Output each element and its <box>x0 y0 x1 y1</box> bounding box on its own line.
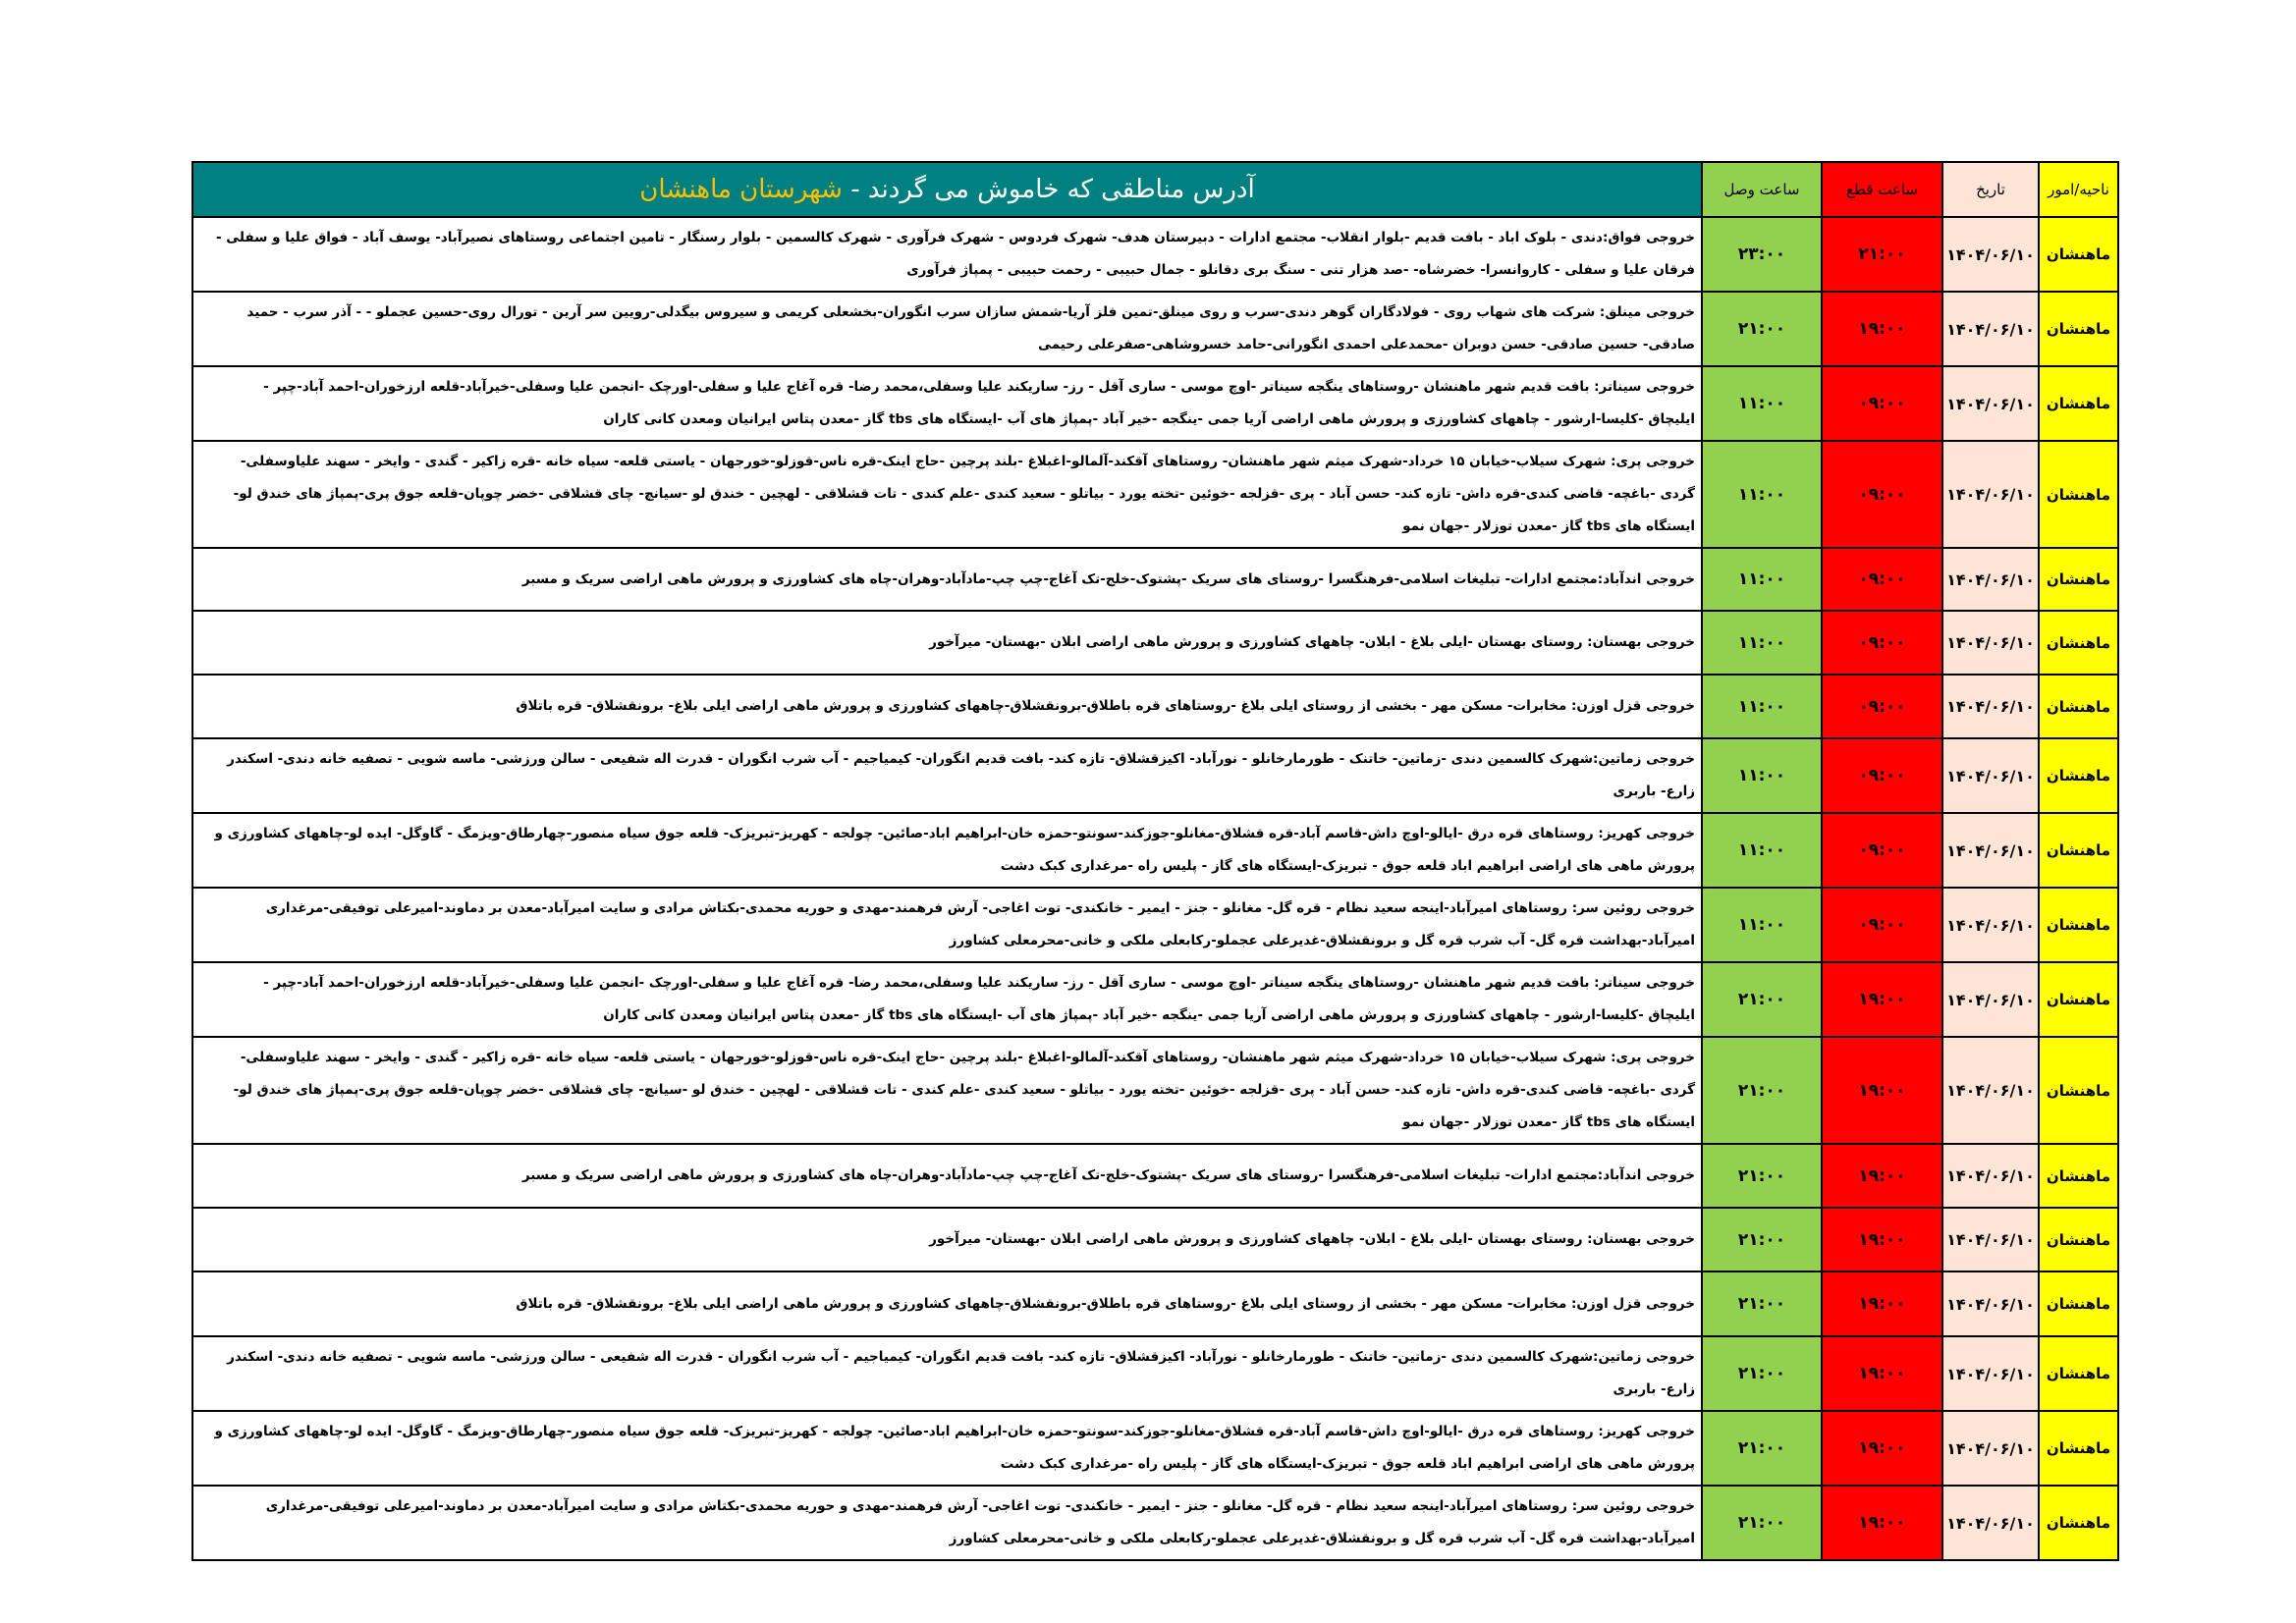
table-row <box>192 611 2118 675</box>
table-row <box>192 292 2118 366</box>
date-cell: ۱۴۰۴/۰۶/۱۰ <box>1942 962 2039 1037</box>
connect-time-cell: ۲۱:۰۰ <box>1702 292 1822 366</box>
cut-time-cell: ۱۹:۰۰ <box>1822 1411 1942 1486</box>
connect-time-cell: ۱۱:۰۰ <box>1702 888 1822 962</box>
connect-time-cell: ۲۱:۰۰ <box>1702 1208 1822 1271</box>
date-cell: ۱۴۰۴/۰۶/۱۰ <box>1942 738 2039 813</box>
region-cell: ماهنشان <box>2039 738 2118 813</box>
connect-time-cell: ۱۱:۰۰ <box>1702 813 1822 888</box>
address-cell: خروجی روئین سر: روستاهای امیرآباد-اینجه سعید نظام - قره گل- مغانلو - جنز - ایمیر - خانکندی- توت اغاجی- آرش فرهمند-مهدی و حوریه محمدی-بکتاش مرادی و سایت امیرآباد-معدن بر دماوند-امیرعلی توفیقی-مرغداری امیرآباد-بهداشت قره گل- آب شرب قره گل و برونقشلاق-غدیرعلی عجملو-رکابعلی ملکی و خانی-محرمعلی کشاورز <box>192 1486 1702 1560</box>
table-row <box>192 1486 2118 1560</box>
date-cell: ۱۴۰۴/۰۶/۱۰ <box>1942 813 2039 888</box>
header-connect-time: ساعت وصل <box>1702 162 1822 217</box>
table-row <box>192 441 2118 548</box>
date-cell: ۱۴۰۴/۰۶/۱۰ <box>1942 441 2039 548</box>
address-cell: خروجی بهستان: روستای بهستان -ایلی بلاغ - ابلان- چاههای کشاورزی و پرورش ماهی اراضی ابلان -بهستان- میرآخور <box>192 611 1702 675</box>
region-cell: ماهنشان <box>2039 441 2118 548</box>
region-cell: ماهنشان <box>2039 548 2118 611</box>
region-cell: ماهنشان <box>2039 962 2118 1037</box>
table-title <box>192 162 1702 217</box>
table-row <box>192 738 2118 813</box>
connect-time-cell: ۱۱:۰۰ <box>1702 366 1822 441</box>
cut-time-cell: ۱۹:۰۰ <box>1822 292 1942 366</box>
region-cell: ماهنشان <box>2039 366 2118 441</box>
connect-time-cell: ۱۱:۰۰ <box>1702 675 1822 738</box>
address-cell: خروجی سیناتر: بافت قدیم شهر ماهنشان -روستاهای ینگجه سیناتر -اوچ موسی - ساری آقل - رز- ساریکند علیا وسفلی،محمد رضا- قره آغاج علیا و سفلی-اورچک -انجمن علیا وسفلی-خیرآباد-قلعه ارزخوران-احمد آباد-چپر - ایلیچاق -کلیسا-ارشور - چاههای کشاورزی و پرورش ماهی اراضی آریا جمی -ینگجه -خیر آباد -پمپاژ های آب -ایستگاه های tbs گاز -معدن پتاس ایرانیان ومعدن کانی کاران <box>192 366 1702 441</box>
header-date: تاریخ <box>1942 162 2039 217</box>
address-cell: خروجی زماتین:شهرک کالسمین دندی -زماتین- خاتنک - طورمارخانلو - نورآباد- اکیزقشلاق- تازه کند- بافت قدیم انگوران- کیمیاجیم - آب شرب انگوران - قدرت اله شفیعی - سالن ورزشی- ماسه شویی - تصفیه خانه دندی- اسکندر زارع- باربری <box>192 738 1702 813</box>
connect-time-cell: ۱۱:۰۰ <box>1702 611 1822 675</box>
date-cell: ۱۴۰۴/۰۶/۱۰ <box>1942 292 2039 366</box>
address-cell: خروجی فواق:دندی - بلوک اباد - بافت قدیم -بلوار انقلاب- مجتمع ادارات - دبیرستان هدف- شهرک فردوس - شهرک فرآوری - شهرک کالسمین - بلوار رسنگار - تامین اجتماعی روستاهای نصیرآباد- یوسف آباد - فواق علیا و سفلی - فرقان علیا و سفلی - کاروانسرا- خضرشاه- -صد هزار تنی - سنگ بری دقانلو - جمال حبیبی - رحمت حبیبی - پمپاژ فرآوری <box>192 217 1702 292</box>
date-cell: ۱۴۰۴/۰۶/۱۰ <box>1942 1486 2039 1560</box>
connect-time-cell: ۲۱:۰۰ <box>1702 1037 1822 1144</box>
table-row <box>192 217 2118 292</box>
connect-time-cell: ۲۱:۰۰ <box>1702 1411 1822 1486</box>
cut-time-cell: ۰۹:۰۰ <box>1822 611 1942 675</box>
cut-time-cell: ۱۹:۰۰ <box>1822 1208 1942 1271</box>
cut-time-cell: ۱۹:۰۰ <box>1822 1144 1942 1208</box>
region-cell: ماهنشان <box>2039 888 2118 962</box>
header-region: ناحیه/امور <box>2039 162 2118 217</box>
address-cell: خروجی روئین سر: روستاهای امیرآباد-اینجه سعید نظام - قره گل- مغانلو - جنز - ایمیر - خانکندی- توت اغاجی- آرش فرهمند-مهدی و حوریه محمدی-بکتاش مرادی و سایت امیرآباد-معدن بر دماوند-امیرعلی توفیقی-مرغداری امیرآباد-بهداشت قره گل- آب شرب قره گل و برونقشلاق-غدیرعلی عجملو-رکابعلی ملکی و خانی-محرمعلی کشاورز <box>192 888 1702 962</box>
connect-time-cell: ۱۱:۰۰ <box>1702 738 1822 813</box>
date-cell: ۱۴۰۴/۰۶/۱۰ <box>1942 611 2039 675</box>
region-cell: ماهنشان <box>2039 1411 2118 1486</box>
cut-time-cell: ۱۹:۰۰ <box>1822 1486 1942 1560</box>
region-cell: ماهنشان <box>2039 1336 2118 1411</box>
table-row <box>192 1144 2118 1208</box>
date-cell: ۱۴۰۴/۰۶/۱۰ <box>1942 548 2039 611</box>
region-cell: ماهنشان <box>2039 1037 2118 1144</box>
cut-time-cell: ۰۹:۰۰ <box>1822 813 1942 888</box>
region-cell: ماهنشان <box>2039 1486 2118 1560</box>
region-cell: ماهنشان <box>2039 675 2118 738</box>
address-cell: خروجی بهستان: روستای بهستان -ایلی بلاغ - ابلان- چاههای کشاورزی و پرورش ماهی اراضی ابلان -بهستان- میرآخور <box>192 1208 1702 1271</box>
table-row <box>192 1208 2118 1271</box>
address-cell: خروجی قزل اوزن: مخابرات- مسکن مهر - بخشی از روستای ایلی بلاغ -روستاهای قره باطلاق-برونقشلاق-چاههای کشاورزی و پرورش ماهی اراضی ایلی بلاغ- برونقشلاق- قره باتلاق <box>192 1271 1702 1336</box>
address-cell: خروجی پری: شهرک سیلاب-خیابان ۱۵ خرداد-شهرک میثم شهر ماهنشان- روستاهای آقکند-آلمالو-اغبلاغ -بلند پرچین -حاج اینک-قره ناس-قوزلو-خورجهان - یاستی قلعه- سیاه خانه -قره زاکیر - گندی - وایخر - سهند علیاوسفلی- گردی -باغچه- قاضی کندی-قره داش- تازه کند- حسن آباد - پری -قزلجه -خوئین -تخته یورد - بیاتلو - سعید کندی -علم کندی - تات قشلاقی - لهچین - خندق لو -سیانچ- چای قشلاقی -خضر چوپان-قلعه جوق پری-پمپاژ های خندق لو-ایستگاه های tbs گاز -معدن توزلار -جهان نمو <box>192 1037 1702 1144</box>
region-cell: ماهنشان <box>2039 813 2118 888</box>
connect-time-cell: ۲۳:۰۰ <box>1702 217 1822 292</box>
date-cell: ۱۴۰۴/۰۶/۱۰ <box>1942 217 2039 292</box>
cut-time-cell: ۱۹:۰۰ <box>1822 962 1942 1037</box>
address-cell: خروجی قزل اوزن: مخابرات- مسکن مهر - بخشی از روستای ایلی بلاغ -روستاهای قره باطلاق-برونقشلاق-چاههای کشاورزی و پرورش ماهی اراضی ایلی بلاغ- برونقشلاق- قره باتلاق <box>192 675 1702 738</box>
address-cell: خروجی سیناتر: بافت قدیم شهر ماهنشان -روستاهای ینگجه سیناتر -اوچ موسی - ساری آقل - رز- ساریکند علیا وسفلی،محمد رضا- قره آغاج علیا و سفلی-اورچک -انجمن علیا وسفلی-خیرآباد-قلعه ارزخوران-احمد آباد-چپر - ایلیچاق -کلیسا-ارشور - چاههای کشاورزی و پرورش ماهی اراضی آریا جمی -ینگجه -خیر آباد -پمپاژ های آب -ایستگاه های tbs گاز -معدن پتاس ایرانیان ومعدن کانی کاران <box>192 962 1702 1037</box>
cut-time-cell: ۰۹:۰۰ <box>1822 366 1942 441</box>
address-cell: خروجی کهریز: روستاهای قره درق -ایالو-اوچ داش-قاسم آباد-قره قشلاق-مغانلو-جوزکند-سونتو-حمزه خان-ابراهیم اباد-صائین- چولجه - کهریز-تبریزک- قلعه جوق سیاه منصور-چهارطاق-ویزمگ - گاوگل- ایده لو-چاههای کشاورزی و پرورش ماهی های اراضی ابراهیم اباد قلعه جوق - تبریزک-ایستگاه های گاز - پلیس راه -مرغداری کبک دشت <box>192 1411 1702 1486</box>
date-cell: ۱۴۰۴/۰۶/۱۰ <box>1942 888 2039 962</box>
date-cell: ۱۴۰۴/۰۶/۱۰ <box>1942 1411 2039 1486</box>
connect-time-cell: ۱۱:۰۰ <box>1702 441 1822 548</box>
region-cell: ماهنشان <box>2039 1208 2118 1271</box>
date-cell: ۱۴۰۴/۰۶/۱۰ <box>1942 1336 2039 1411</box>
cut-time-cell: ۰۹:۰۰ <box>1822 675 1942 738</box>
table-row <box>192 1037 2118 1144</box>
outage-table <box>191 161 2119 1561</box>
header-cut-time: ساعت قطع <box>1822 162 1942 217</box>
region-cell: ماهنشان <box>2039 292 2118 366</box>
cut-time-cell: ۱۹:۰۰ <box>1822 1336 1942 1411</box>
connect-time-cell: ۱۱:۰۰ <box>1702 548 1822 611</box>
region-cell: ماهنشان <box>2039 611 2118 675</box>
connect-time-cell: ۲۱:۰۰ <box>1702 1144 1822 1208</box>
table-body <box>192 217 2118 1560</box>
address-cell: خروجی پری: شهرک سیلاب-خیابان ۱۵ خرداد-شهرک میثم شهر ماهنشان- روستاهای آقکند-آلمالو-اغبلاغ -بلند پرچین -حاج اینک-قره ناس-قوزلو-خورجهان - یاستی قلعه- سیاه خانه -قره زاکیر - گندی - وایخر - سهند علیاوسفلی- گردی -باغچه- قاضی کندی-قره داش- تازه کند- حسن آباد - پری -قزلجه -خوئین -تخته یورد - بیاتلو - سعید کندی -علم کندی - تات قشلاقی - لهچین - خندق لو -سیانچ- چای قشلاقی -خضر چوپان-قلعه جوق پری-پمپاژ های خندق لو-ایستگاه های tbs گاز -معدن توزلار -جهان نمو <box>192 441 1702 548</box>
date-cell: ۱۴۰۴/۰۶/۱۰ <box>1942 1037 2039 1144</box>
table-row <box>192 1411 2118 1486</box>
cut-time-cell: ۱۹:۰۰ <box>1822 1271 1942 1336</box>
table-row <box>192 1336 2118 1411</box>
connect-time-cell: ۲۱:۰۰ <box>1702 1486 1822 1560</box>
date-cell: ۱۴۰۴/۰۶/۱۰ <box>1942 1271 2039 1336</box>
cut-time-cell: ۰۹:۰۰ <box>1822 548 1942 611</box>
table-row <box>192 813 2118 888</box>
address-cell: خروجی کهریز: روستاهای قره درق -ایالو-اوچ داش-قاسم آباد-قره قشلاق-مغانلو-جوزکند-سونتو-حمزه خان-ابراهیم اباد-صائین- چولجه - کهریز-تبریزک- قلعه جوق سیاه منصور-چهارطاق-ویزمگ - گاوگل- ایده لو-چاههای کشاورزی و پرورش ماهی های اراضی ابراهیم اباد قلعه جوق - تبریزک-ایستگاه های گاز - پلیس راه -مرغداری کبک دشت <box>192 813 1702 888</box>
table-row <box>192 1271 2118 1336</box>
region-cell: ماهنشان <box>2039 1271 2118 1336</box>
cut-time-cell: ۰۹:۰۰ <box>1822 441 1942 548</box>
title-city: شهرستان ماهنشان <box>639 175 843 204</box>
header-row <box>192 162 2118 217</box>
table-row <box>192 962 2118 1037</box>
title-main: آدرس مناطقی که خاموش می گردند - <box>842 175 1255 204</box>
cut-time-cell: ۲۱:۰۰ <box>1822 217 1942 292</box>
connect-time-cell: ۲۱:۰۰ <box>1702 1336 1822 1411</box>
address-cell: خروجی اندآباد:مجتمع ادارات- تبلیغات اسلامی-فرهنگسرا -روستای های سریک -پشتوک-خلج-تک آغاج-چپ چپ-مادآباد-وهران-چاه های کشاورزی و پرورش ماهی اراضی سریک و مسبر <box>192 1144 1702 1208</box>
table-row <box>192 366 2118 441</box>
cut-time-cell: ۰۹:۰۰ <box>1822 888 1942 962</box>
region-cell: ماهنشان <box>2039 217 2118 292</box>
date-cell: ۱۴۰۴/۰۶/۱۰ <box>1942 1208 2039 1271</box>
date-cell: ۱۴۰۴/۰۶/۱۰ <box>1942 1144 2039 1208</box>
address-cell: خروجی زماتین:شهرک کالسمین دندی -زماتین- خاتنک - طورمارخانلو - نورآباد- اکیزقشلاق- تازه کند- بافت قدیم انگوران- کیمیاجیم - آب شرب انگوران - قدرت اله شفیعی - سالن ورزشی- ماسه شویی - تصفیه خانه دندی- اسکندر زارع- باربری <box>192 1336 1702 1411</box>
date-cell: ۱۴۰۴/۰۶/۱۰ <box>1942 675 2039 738</box>
connect-time-cell: ۲۱:۰۰ <box>1702 962 1822 1037</box>
connect-time-cell: ۲۱:۰۰ <box>1702 1271 1822 1336</box>
address-cell: خروجی مینلق: شرکت های شهاب روی - فولادگاران گوهر دندی-سرب و روی مینلق-تمین فلز آریا-شمش سازان سرب انگوران-بخشعلی کریمی و سیروس بیگدلی-رویین سر آرین - تورال روی-حسین عجملو - - آذر سرب - حمید صادقی- حسین صادقی- حسن دوبران -محمدعلی احمدی انگورانی-حامد خسروشاهی-صفرعلی رحیمی <box>192 292 1702 366</box>
table-row <box>192 888 2118 962</box>
date-cell: ۱۴۰۴/۰۶/۱۰ <box>1942 366 2039 441</box>
table-row <box>192 675 2118 738</box>
address-cell: خروجی اندآباد:مجتمع ادارات- تبلیغات اسلامی-فرهنگسرا -روستای های سریک -پشتوک-خلج-تک آغاج-چپ چپ-مادآباد-وهران-چاه های کشاورزی و پرورش ماهی اراضی سریک و مسبر <box>192 548 1702 611</box>
table-row <box>192 548 2118 611</box>
cut-time-cell: ۰۹:۰۰ <box>1822 738 1942 813</box>
cut-time-cell: ۱۹:۰۰ <box>1822 1037 1942 1144</box>
region-cell: ماهنشان <box>2039 1144 2118 1208</box>
